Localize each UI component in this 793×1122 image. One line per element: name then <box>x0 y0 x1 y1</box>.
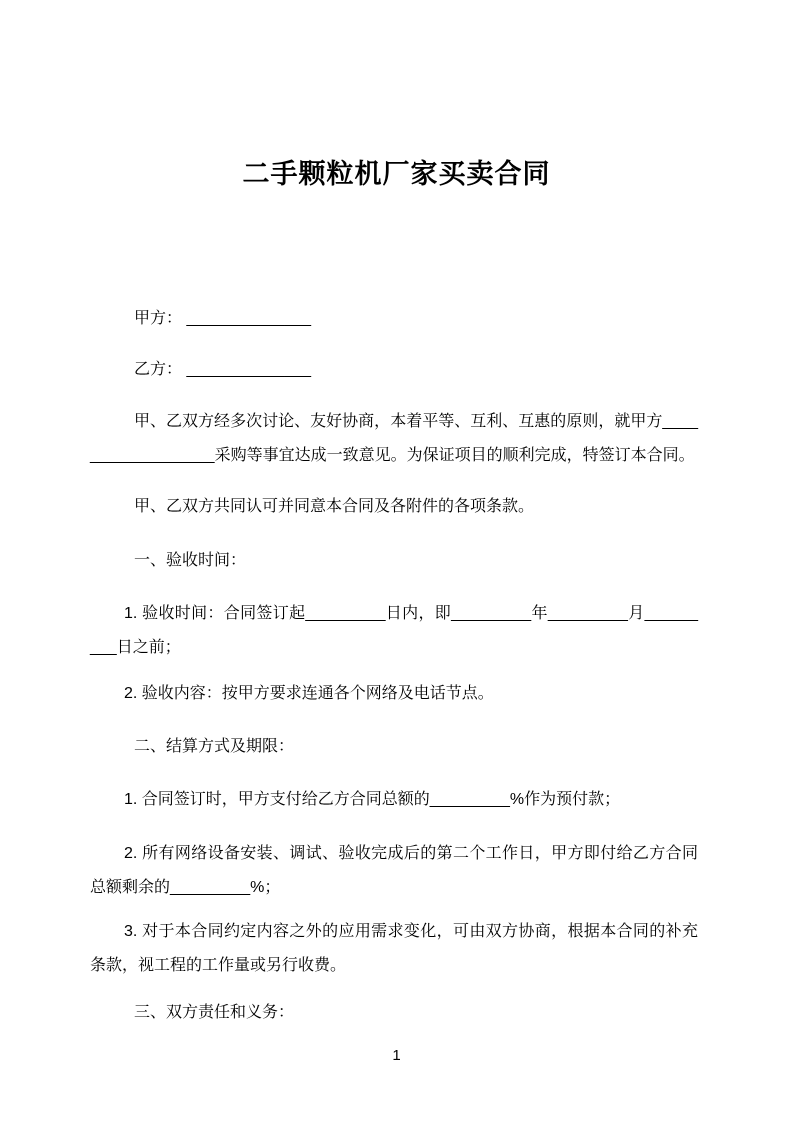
party-a-line: 甲方： ______________ <box>134 310 312 327</box>
section-2-item-1: 1. 合同签订时，甲方支付给乙方合同总额的_________%作为预付款； <box>124 791 621 808</box>
section-1-item-1: 1. 验收时间：合同签订起_________日内，即_________年_________月_________日之前； <box>90 605 698 656</box>
preamble-paragraph: 甲、乙双方经多次讨论、友好协商，本着平等、互利、互惠的原则，就甲方__________________采购等事宜达成一致意见。为保证项目的顺利完成，特签订本合同。 <box>90 413 698 464</box>
section-2-item-2: 2. 所有网络设备安装、调试、验收完成后的第二个工作日，甲方即付给乙方合同总额剩余的_________%； <box>90 845 698 896</box>
page-number: 1 <box>392 1047 401 1064</box>
section-1-item-2: 2. 验收内容：按甲方要求连通各个网络及电话节点。 <box>124 685 494 702</box>
section-2-heading: 二、结算方式及期限： <box>134 738 295 755</box>
section-3-heading: 三、双方责任和义务： <box>134 1004 295 1021</box>
section-1-heading: 一、验收时间： <box>134 552 247 569</box>
contract-title: 二手颗粒机厂家买卖合同 <box>242 159 551 190</box>
mutual-agreement-paragraph: 甲、乙双方共同认可并同意本合同及各附件的各项条款。 <box>134 498 535 515</box>
section-2-item-3: 3. 对于本合同约定内容之外的应用需求变化，可由双方协商，根据本合同的补充条款，视工程的工作量或另行收费。 <box>90 923 698 974</box>
party-b-line: 乙方： ______________ <box>134 361 312 378</box>
